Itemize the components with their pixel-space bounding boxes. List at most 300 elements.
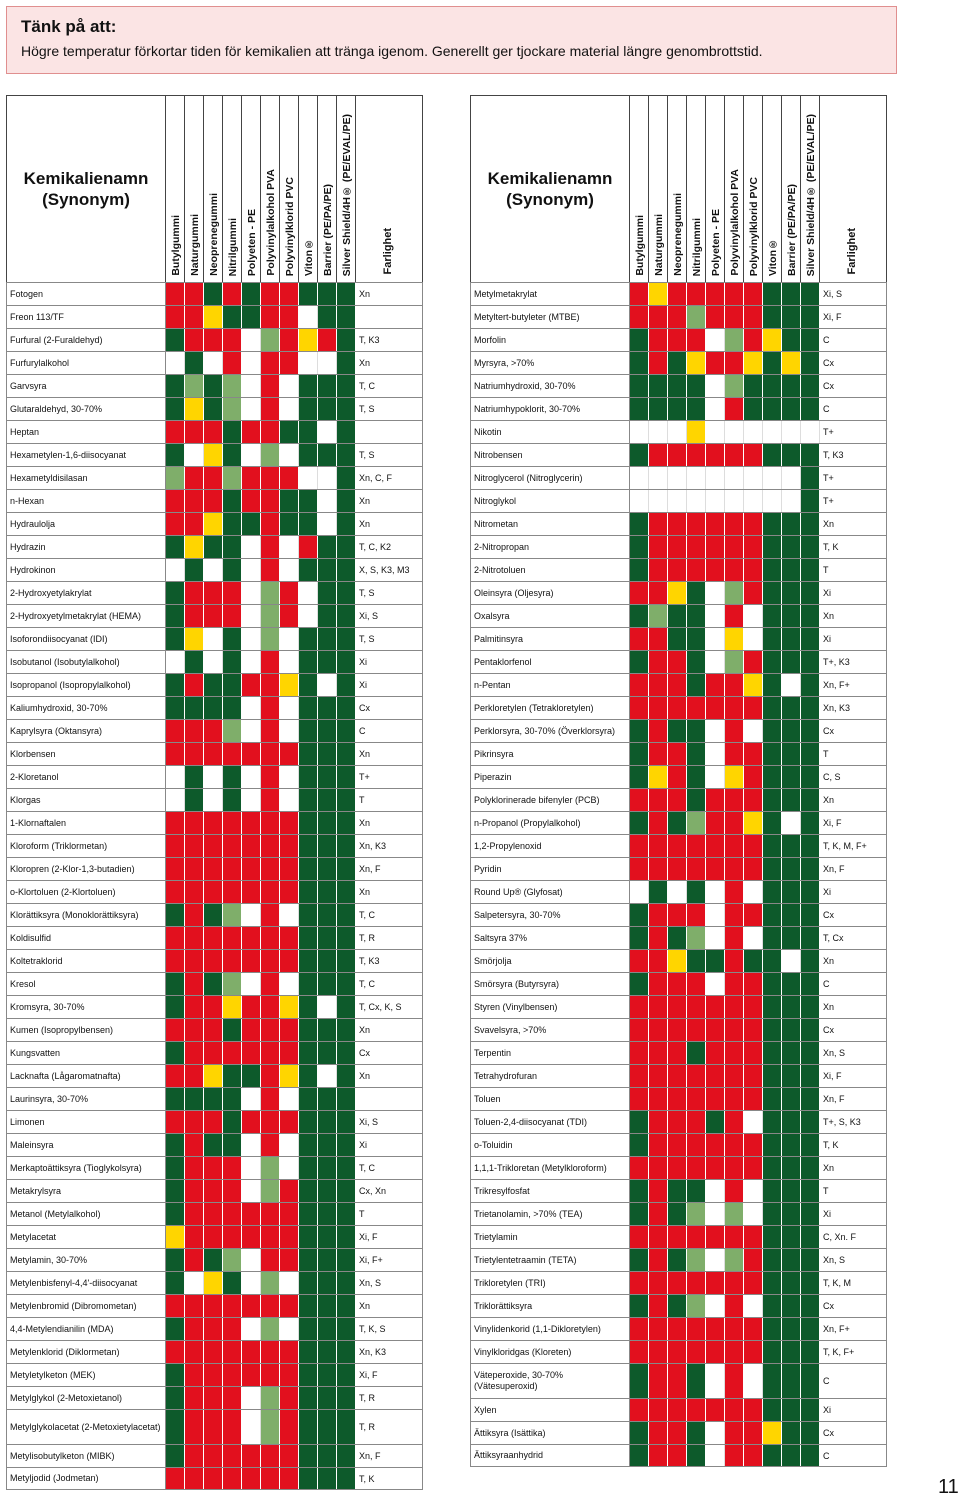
hazard-code: C [820,1364,887,1398]
resistance-cell [687,329,706,351]
resistance-cell [166,789,185,811]
resistance-cell [687,1157,706,1179]
resistance-cell [318,950,337,972]
resistance-cell [649,904,668,926]
resistance-cell [185,375,204,397]
resistance-cell [337,306,356,328]
resistance-cell [763,398,782,420]
chemical-name: Glutaraldehyd, 30-70% [6,398,166,420]
resistance-cell [630,1065,649,1087]
resistance-cell [744,1157,763,1179]
chemical-name: 1,2-Propylenoxid [470,835,630,857]
chemical-name: Xylen [470,1399,630,1421]
resistance-cell [261,1180,280,1202]
chemical-name: Hydrazin [6,536,166,558]
chemical-name: Nitroglycerol (Nitroglycerin) [470,467,630,489]
hazard-code: Cx [356,697,423,719]
resistance-cell [185,674,204,696]
resistance-cell [318,559,337,581]
resistance-cell [782,651,801,673]
resistance-cell [725,306,744,328]
resistance-cell [185,950,204,972]
resistance-cell [337,1249,356,1271]
resistance-cell [337,1318,356,1340]
resistance-cell [687,1249,706,1271]
resistance-cell [706,743,725,765]
resistance-cell [204,1387,223,1409]
resistance-cell [782,490,801,512]
resistance-cell [725,283,744,305]
table-row [6,1110,423,1133]
hazard-code: Xn, F+ [820,1318,887,1340]
table-row [6,972,423,995]
table-body-right [470,282,887,1467]
resistance-cell [687,490,706,512]
material-header: Naturgummi [185,96,204,282]
chemical-name: o-Toluidin [470,1134,630,1156]
resistance-cell [318,1468,337,1489]
resistance-cell [668,858,687,880]
resistance-cell [782,582,801,604]
hazard-code: Xi, F [356,1226,423,1248]
resistance-cell [280,306,299,328]
resistance-cell [782,1134,801,1156]
resistance-cell [649,950,668,972]
resistance-cell [337,1065,356,1087]
resistance-cell [185,605,204,627]
resistance-cell [242,996,261,1018]
resistance-cell [649,1341,668,1363]
resistance-cell [801,996,820,1018]
table-row [6,696,423,719]
resistance-cell [763,1111,782,1133]
table-row [6,1041,423,1064]
resistance-cell [242,375,261,397]
resistance-cell [299,1134,318,1156]
table-row [6,1087,423,1110]
resistance-cell [668,1019,687,1041]
resistance-cell [706,881,725,903]
resistance-cell [185,996,204,1018]
table-row [470,811,887,834]
resistance-cell [687,398,706,420]
hazard-code: T, K3 [356,950,423,972]
table-row [470,949,887,972]
resistance-cell [166,996,185,1018]
resistance-cell [706,835,725,857]
resistance-cell [185,559,204,581]
resistance-cell [668,766,687,788]
resistance-cell [706,559,725,581]
resistance-cell [630,1134,649,1156]
resistance-cell [280,536,299,558]
resistance-cell [649,1226,668,1248]
resistance-cell [782,1399,801,1421]
resistance-cell [744,444,763,466]
resistance-cell [725,352,744,374]
resistance-cell [242,605,261,627]
chemical-name: Kloroform (Triklormetan) [6,835,166,857]
table-row [6,673,423,696]
table-row [470,650,887,673]
resistance-cell [782,858,801,880]
resistance-cell [204,720,223,742]
resistance-cell [337,513,356,535]
chemical-name: Myrsyra, >70% [470,352,630,374]
hazard-code: Xn, S [820,1249,887,1271]
hazard-code: T, S [356,628,423,650]
resistance-cell [185,1065,204,1087]
chemical-name: Limonen [6,1111,166,1133]
resistance-cell [242,858,261,880]
resistance-cell [166,881,185,903]
resistance-cell [299,789,318,811]
resistance-cell [630,1203,649,1225]
resistance-cell [687,996,706,1018]
resistance-cell [744,743,763,765]
table-row [470,1271,887,1294]
resistance-cell [801,513,820,535]
resistance-cell [782,1226,801,1248]
resistance-cell [223,444,242,466]
chemical-name: Kloropren (2-Klor-1,3-butadien) [6,858,166,880]
resistance-cell [166,1019,185,1041]
resistance-cell [706,789,725,811]
resistance-cell [744,1180,763,1202]
hazard-code: T+ [356,766,423,788]
resistance-cell [706,1399,725,1421]
hazard-code: T, K [356,1468,423,1489]
resistance-cell [630,697,649,719]
resistance-cell [204,1468,223,1489]
resistance-cell [261,1065,280,1087]
table-row [470,972,887,995]
resistance-cell [223,1157,242,1179]
material-header: Polyvinylklorid PVC [280,96,299,282]
resistance-cell [801,1341,820,1363]
resistance-cell [668,1157,687,1179]
hazard-code: Xi [820,1399,887,1421]
resistance-cell [166,375,185,397]
resistance-cell [166,651,185,673]
resistance-cell [204,812,223,834]
resistance-cell [337,283,356,305]
resistance-cell [185,1318,204,1340]
chemical-table-right [470,95,887,1467]
hazard-code: C [356,720,423,742]
resistance-cell [763,996,782,1018]
resistance-cell [166,559,185,581]
resistance-cell [223,421,242,443]
resistance-cell [668,697,687,719]
chemical-name: Furfural (2-Furaldehyd) [6,329,166,351]
table-row [6,1363,423,1386]
hazard-code: Xi [820,582,887,604]
resistance-cell [706,973,725,995]
hazard-code: T, Cx [820,927,887,949]
resistance-cell [299,283,318,305]
resistance-cell [630,329,649,351]
chemical-name: Nitroglykol [470,490,630,512]
resistance-cell [318,421,337,443]
resistance-cell [318,1042,337,1064]
hazard-code: Xn [820,996,887,1018]
resistance-cell [299,490,318,512]
hazard-code: Cx [820,1295,887,1317]
resistance-cell [801,582,820,604]
resistance-cell [318,789,337,811]
resistance-cell [725,996,744,1018]
resistance-cell [166,421,185,443]
chemical-name: Kromsyra, 30-70% [6,996,166,1018]
resistance-cell [649,1088,668,1110]
resistance-cell [725,421,744,443]
table-row [470,880,887,903]
hazard-code: Xn, K3 [356,835,423,857]
resistance-cell [763,283,782,305]
resistance-cell [185,1019,204,1041]
resistance-cell [223,559,242,581]
resistance-cell [185,973,204,995]
resistance-cell [337,1226,356,1248]
resistance-cell [801,697,820,719]
resistance-cell [204,628,223,650]
resistance-cell [763,421,782,443]
resistance-cell [649,973,668,995]
resistance-cell [204,375,223,397]
resistance-cell [725,651,744,673]
resistance-cell [299,559,318,581]
resistance-cell [630,1445,649,1466]
resistance-cell [649,375,668,397]
resistance-cell [649,582,668,604]
resistance-cell [687,950,706,972]
table-row [6,374,423,397]
resistance-cell [725,1134,744,1156]
resistance-cell [706,1295,725,1317]
table-row [470,1041,887,1064]
resistance-cell [763,1249,782,1271]
resistance-cell [337,605,356,627]
resistance-cell [223,1180,242,1202]
resistance-cell [763,904,782,926]
resistance-cell [261,1134,280,1156]
material-header: Polyeten - PE [706,96,725,282]
resistance-cell [280,996,299,1018]
resistance-cell [744,1088,763,1110]
resistance-cell [630,283,649,305]
resistance-cell [706,513,725,535]
resistance-cell [280,720,299,742]
resistance-cell [204,1410,223,1444]
resistance-cell [630,536,649,558]
table-row [6,627,423,650]
resistance-cell [318,628,337,650]
resistance-cell [649,927,668,949]
resistance-cell [337,1180,356,1202]
resistance-cell [630,375,649,397]
resistance-cell [318,996,337,1018]
table-row [470,1398,887,1421]
resistance-cell [725,1088,744,1110]
resistance-cell [337,352,356,374]
table-row [6,926,423,949]
resistance-cell [261,812,280,834]
resistance-cell [185,1341,204,1363]
resistance-cell [318,858,337,880]
resistance-cell [801,1180,820,1202]
resistance-cell [223,398,242,420]
chemical-name: Triklorättiksyra [470,1295,630,1317]
resistance-cell [166,812,185,834]
resistance-cell [687,651,706,673]
table-row [6,1409,423,1444]
table-row [470,1018,887,1041]
chemical-name: Polyklorinerade bifenyler (PCB) [470,789,630,811]
resistance-cell [801,766,820,788]
resistance-cell [242,1042,261,1064]
resistance-cell [687,421,706,443]
resistance-cell [242,283,261,305]
resistance-cell [744,1272,763,1294]
resistance-cell [630,1088,649,1110]
hazard-code: T+ [820,490,887,512]
resistance-cell [801,375,820,397]
resistance-cell [782,467,801,489]
resistance-cell [204,467,223,489]
resistance-cell [744,812,763,834]
resistance-cell [318,651,337,673]
resistance-cell [801,1042,820,1064]
hazard-code: Xi, F [356,1364,423,1386]
resistance-cell [649,1180,668,1202]
chemical-name: Hexametylen-1,6-diisocyanat [6,444,166,466]
table-row [6,765,423,788]
resistance-cell [337,1203,356,1225]
resistance-cell [630,835,649,857]
hazard-code: Cx [820,720,887,742]
resistance-cell [649,651,668,673]
resistance-cell [337,789,356,811]
resistance-cell [318,881,337,903]
resistance-cell [744,1364,763,1398]
resistance-cell [630,1042,649,1064]
resistance-cell [261,697,280,719]
resistance-cell [204,881,223,903]
resistance-cell [223,605,242,627]
chemical-name: Klorättiksyra (Monoklorättiksyra) [6,904,166,926]
resistance-cell [630,674,649,696]
resistance-cell [261,1341,280,1363]
chemical-name: Morfolin [470,329,630,351]
resistance-cell [649,605,668,627]
resistance-cell [706,306,725,328]
resistance-cell [630,467,649,489]
resistance-cell [687,1065,706,1087]
resistance-cell [261,766,280,788]
resistance-cell [668,789,687,811]
hazard-code: Xn [820,950,887,972]
table-row [6,443,423,466]
resistance-cell [318,1318,337,1340]
resistance-cell [630,1249,649,1271]
hazard-code: Cx [820,1019,887,1041]
resistance-cell [166,1410,185,1444]
resistance-cell [725,927,744,949]
chemical-name: Kumen (Isopropylbensen) [6,1019,166,1041]
resistance-cell [299,1364,318,1386]
resistance-cell [744,398,763,420]
resistance-cell [280,1180,299,1202]
table-row [470,1294,887,1317]
resistance-cell [744,352,763,374]
table-row [6,328,423,351]
resistance-cell [801,421,820,443]
resistance-cell [725,398,744,420]
resistance-cell [763,651,782,673]
notice-text: Högre temperatur förkortar tiden för kemikalien att tränga igenom. Generellt ger tjockare material längre genombrottstid. [21,43,763,59]
table-row [6,1133,423,1156]
resistance-cell [280,697,299,719]
resistance-cell [630,559,649,581]
resistance-cell [166,1134,185,1156]
resistance-cell [763,1203,782,1225]
resistance-cell [166,398,185,420]
hazard-header: Farlighet [820,96,887,282]
table-row [470,1087,887,1110]
resistance-cell [185,490,204,512]
resistance-cell [649,628,668,650]
resistance-cell [649,352,668,374]
resistance-cell [801,1295,820,1317]
resistance-cell [337,375,356,397]
hazard-code: Cx [820,375,887,397]
resistance-cell [185,1387,204,1409]
chemical-name: 1-Klornaftalen [6,812,166,834]
resistance-cell [630,720,649,742]
resistance-cell [204,1341,223,1363]
hazard-code: T, K, M, F+ [820,835,887,857]
resistance-cell [782,789,801,811]
resistance-cell [649,1019,668,1041]
resistance-cell [649,835,668,857]
resistance-cell [223,582,242,604]
resistance-cell [337,444,356,466]
resistance-cell [204,605,223,627]
resistance-cell [204,559,223,581]
resistance-cell [725,904,744,926]
resistance-cell [782,283,801,305]
chemical-name: Isobutanol (Isobutylalkohol) [6,651,166,673]
resistance-cell [706,950,725,972]
resistance-cell [166,628,185,650]
resistance-cell [280,1157,299,1179]
resistance-cell [649,1422,668,1444]
resistance-cell [744,421,763,443]
resistance-cell [242,536,261,558]
resistance-cell [204,283,223,305]
table-row [6,1225,423,1248]
resistance-cell [687,812,706,834]
resistance-cell [668,559,687,581]
resistance-cell [630,306,649,328]
resistance-cell [261,950,280,972]
resistance-cell [299,536,318,558]
material-header: Neoprenegummi [204,96,223,282]
resistance-cell [782,1019,801,1041]
table-row [470,1444,887,1467]
resistance-cell [725,674,744,696]
